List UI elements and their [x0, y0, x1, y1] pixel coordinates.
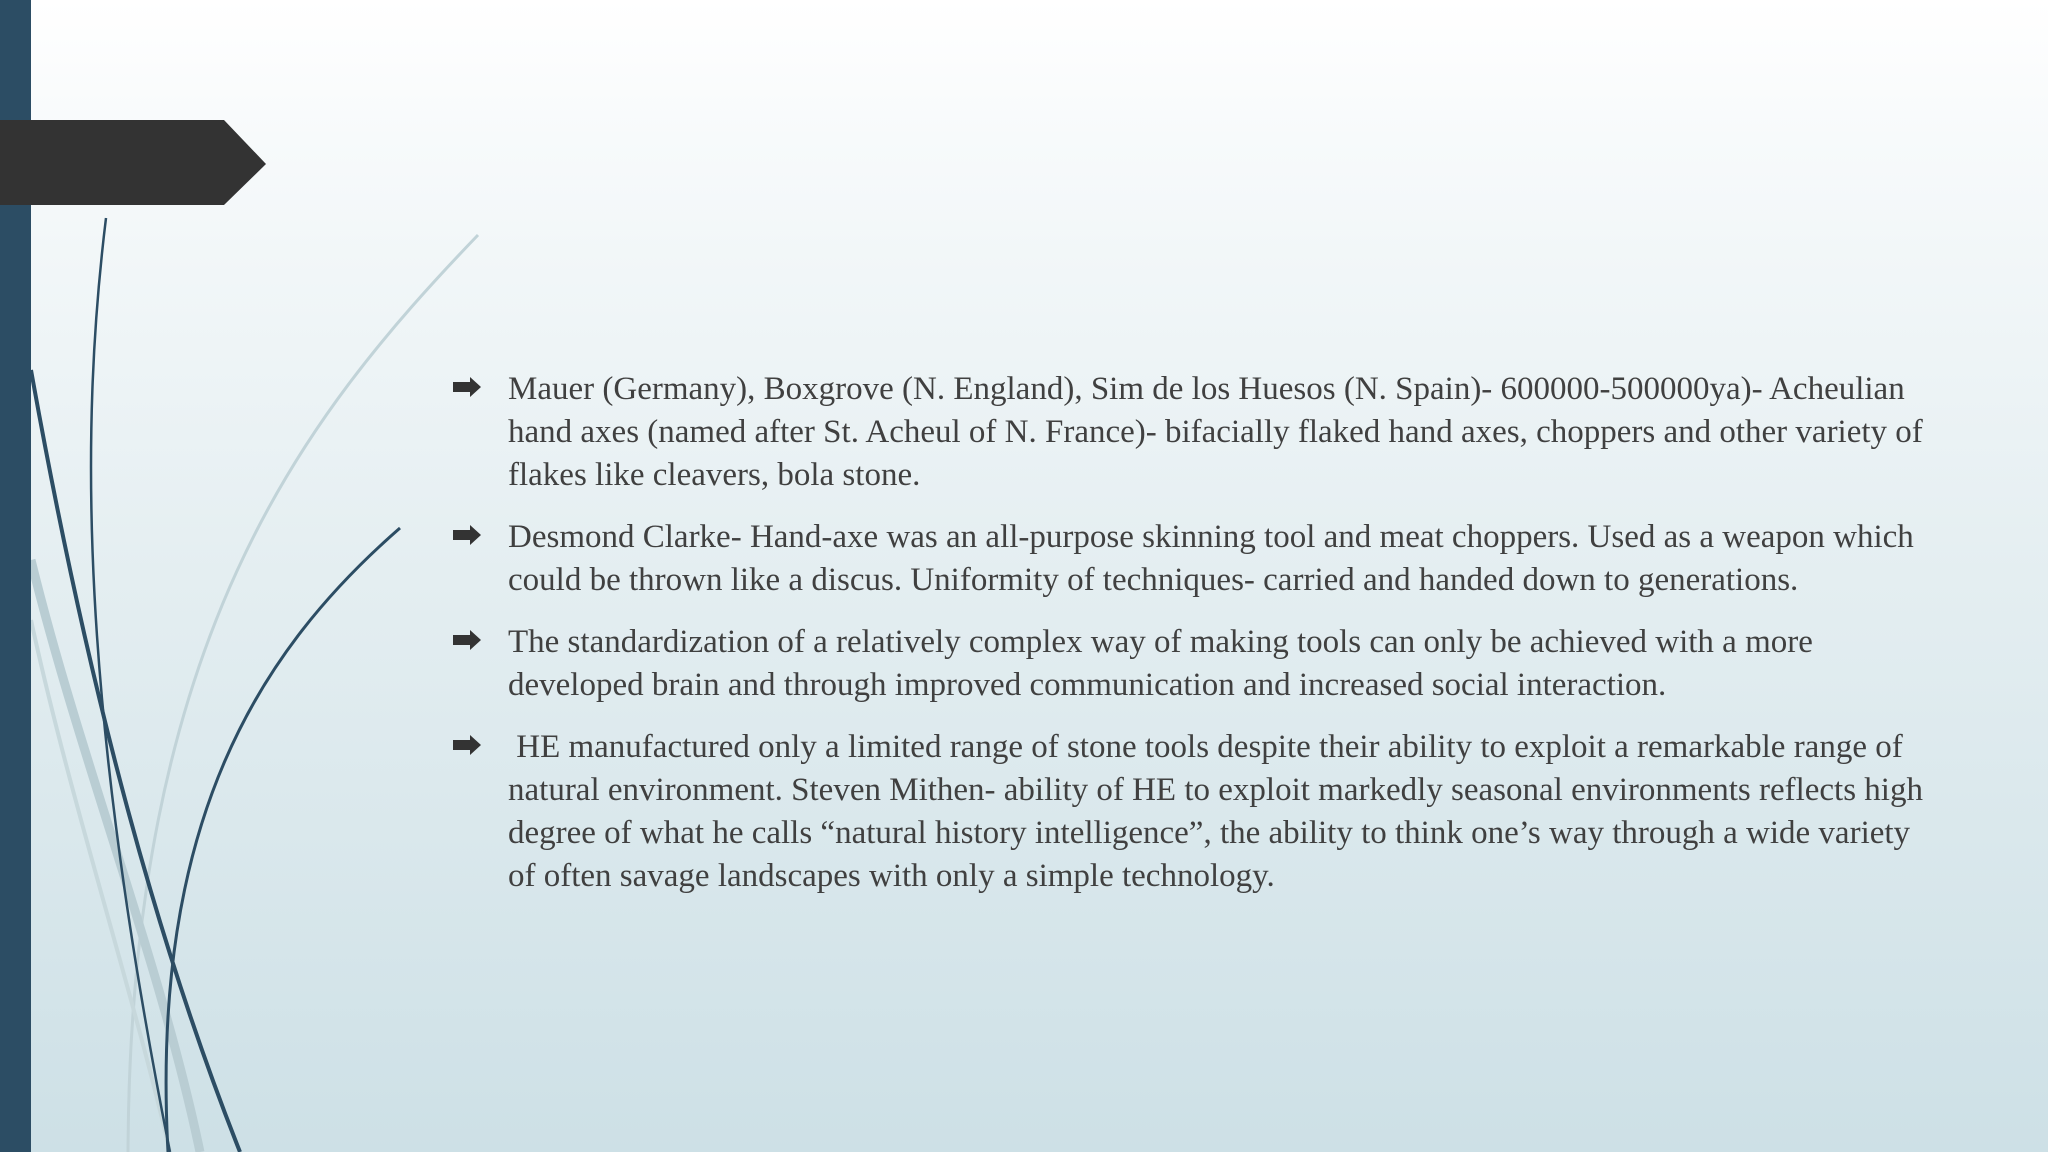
curve-light-wide	[31, 560, 200, 1152]
curve-dark-sweep	[31, 370, 240, 1152]
curve-dark-vertical	[91, 218, 170, 1152]
content-area	[450, 368, 1930, 917]
left-accent-bar	[0, 0, 31, 1152]
bullet-item-3	[450, 621, 1930, 707]
bullet-item-2	[450, 516, 1930, 602]
bullet-item-4	[450, 726, 1930, 898]
arrow-bullet-icon	[453, 735, 481, 755]
arrow-bullet-icon	[453, 377, 481, 397]
curve-dark-right	[166, 528, 400, 1152]
curve-light-thin	[31, 620, 170, 1152]
bullet-item-1	[450, 368, 1930, 497]
bullet-text: HE manufactured only a limited range of stone tools despite their ability to exploit a remarkable range of natural environment. Steven Mithen- ability of HE to exploit markedly seasonal environments reflects high degree of what he calls “natural history intelligence”, the ability to think one’s way through a wide variety of often savage landscapes with only a simple technology.	[508, 729, 1932, 894]
bullet-list	[450, 368, 1930, 898]
bullet-text: The standardization of a relatively complex way of making tools can only be achieved with a more developed brain and through improved communication and increased social interaction.	[508, 624, 1813, 703]
bullet-text: Mauer (Germany), Boxgrove (N. England), Sim de los Huesos (N. Spain)- 600000-500000ya)- Acheulian hand axes (named after St. Acheul of N. France)- bifacially flaked hand axes, choppers and other variety of flakes like cleavers, bola stone.	[508, 371, 1923, 493]
curve-light-large	[128, 235, 478, 1152]
bullet-text: Desmond Clarke- Hand-axe was an all-purpose skinning tool and meat choppers. Used as a weapon which could be thrown like a discus. Uniformity of techniques- carried and handed down to generations.	[508, 519, 1914, 598]
arrow-bullet-icon	[453, 630, 481, 650]
arrow-bullet-icon	[453, 525, 481, 545]
